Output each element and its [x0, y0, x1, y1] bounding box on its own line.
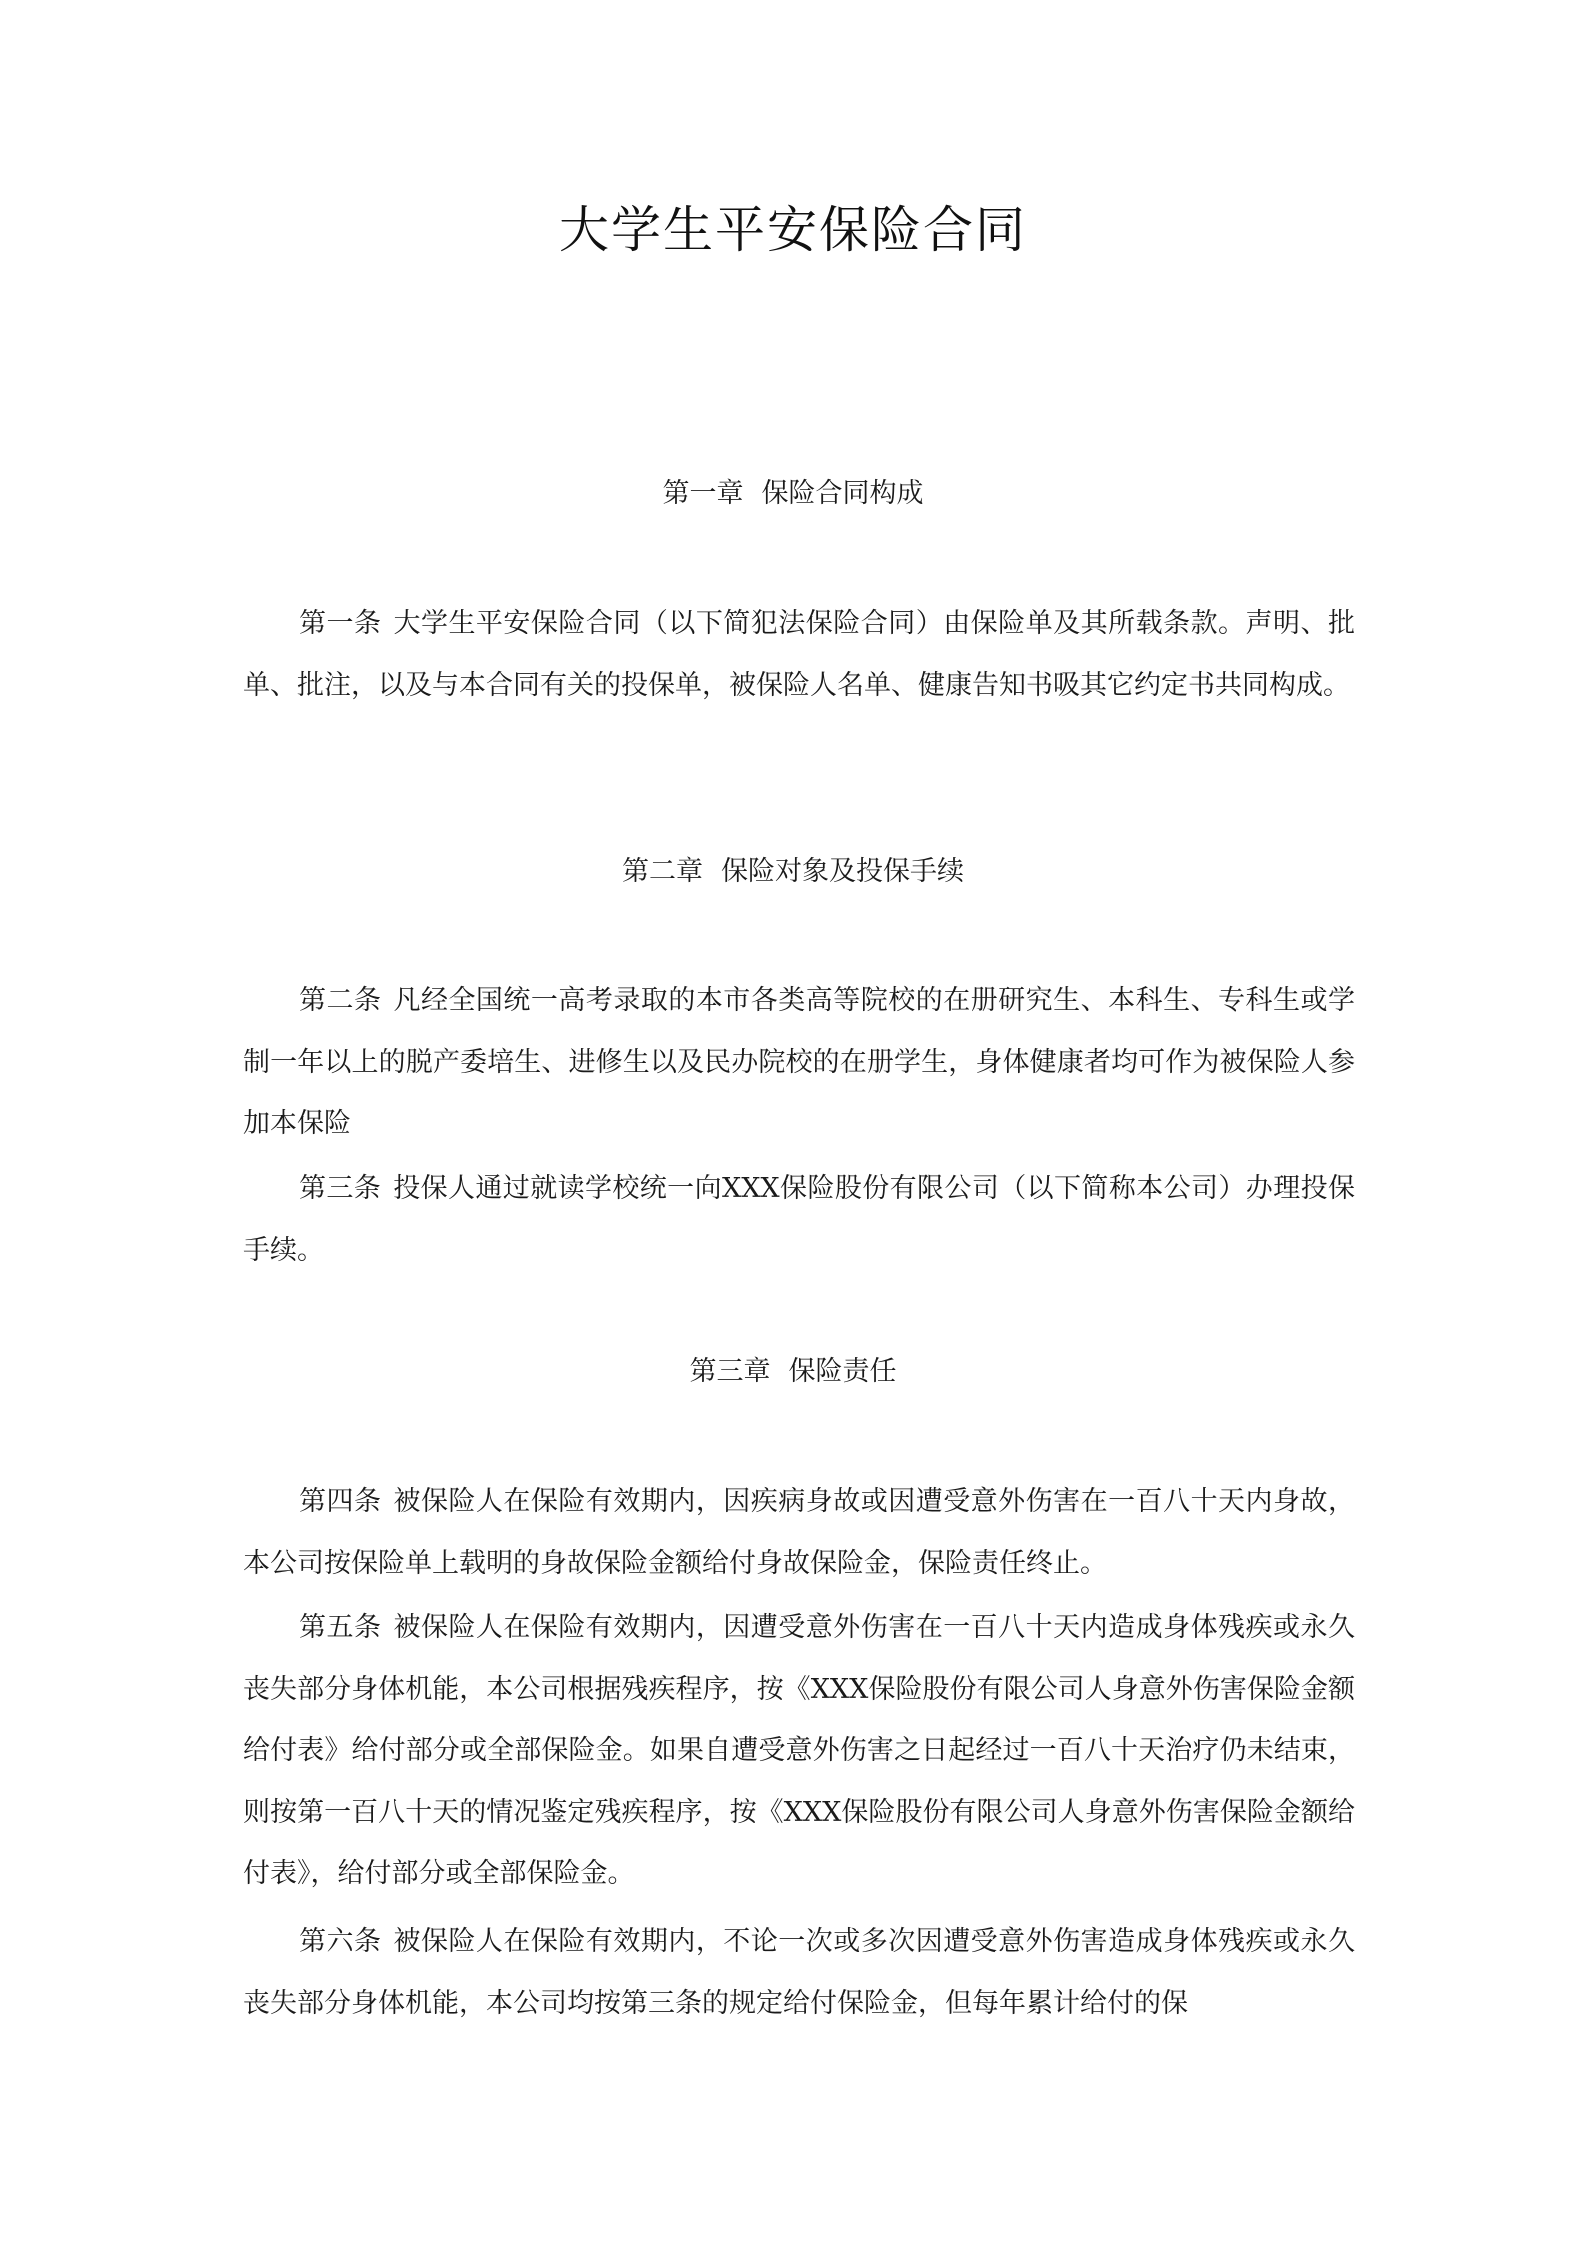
chapter-title: 保险合同构成 — [761, 478, 924, 509]
article-1 — [243, 593, 1355, 716]
article-number: 第三条 — [299, 1173, 382, 1204]
article-number: 第二条 — [299, 985, 382, 1016]
chapter-number: 第三章 — [689, 1356, 771, 1387]
article-2 — [243, 970, 1355, 1155]
chapter-number: 第一章 — [662, 478, 744, 509]
article-5 — [243, 1597, 1355, 1905]
article-number: 第六条 — [299, 1926, 382, 1957]
article-number: 第一条 — [299, 608, 382, 639]
chapter-heading-2 — [0, 852, 1586, 892]
article-3 — [243, 1158, 1355, 1281]
chapter-number: 第二章 — [622, 856, 703, 887]
chapter-heading-1 — [0, 474, 1586, 514]
article-6 — [243, 1911, 1355, 2034]
article-number: 第四条 — [299, 1486, 382, 1517]
article-number: 第五条 — [299, 1612, 382, 1643]
article-text: 大学生平安保险合同（以下简犯法保险合同）由保险单及其所载条款。声明、批单、批注，以及与本合同有关的投保单，被保险人名单、健康告知书吸其它约定书共同构成。 — [243, 608, 1356, 701]
article-text: 投保人通过就读学校统一向XXX保险股份有限公司（以下简称本公司）办理投保手续。 — [243, 1173, 1356, 1266]
article-text: 被保险人在保险有效期内，因疾病身故或因遭受意外伤害在一百八十天内身故，本公司按保险单上载明的身故保险金额给付身故保险金，保险责任终止。 — [243, 1486, 1356, 1579]
chapter-title: 保险对象及投保手续 — [721, 856, 964, 887]
article-4 — [243, 1471, 1355, 1594]
chapter-heading-3 — [0, 1352, 1586, 1392]
document-title: 大学生平安保险合同 — [559, 201, 1027, 259]
article-text: 被保险人在保险有效期内，因遭受意外伤害在一百八十天内造成身体残疾或永久丧失部分身体机能，本公司根据残疾程序，按《XXX保险股份有限公司人身意外伤害保险金额给付表》给付部分或全部保险金。如果自遭受意外伤害之日起经过一百八十天治疗仍未结束，则按第一百八十天的情况鉴定残疾程序，按《XXX保险股份有限公司人身意外伤害保险金额给付表》，给付部分或全部保险金。 — [243, 1612, 1356, 1889]
article-text: 凡经全国统一高考录取的本市各类高等院校的在册研究生、本科生、专科生或学制一年以上的脱产委培生、进修生以及民办院校的在册学生，身体健康者均可作为被保险人参加本保险 — [243, 985, 1356, 1139]
article-text: 被保险人在保险有效期内，不论一次或多次因遭受意外伤害造成身体残疾或永久丧失部分身体机能，本公司均按第三条的规定给付保险金，但每年累计给付的保 — [243, 1926, 1356, 2019]
chapter-title: 保险责任 — [788, 1356, 897, 1387]
